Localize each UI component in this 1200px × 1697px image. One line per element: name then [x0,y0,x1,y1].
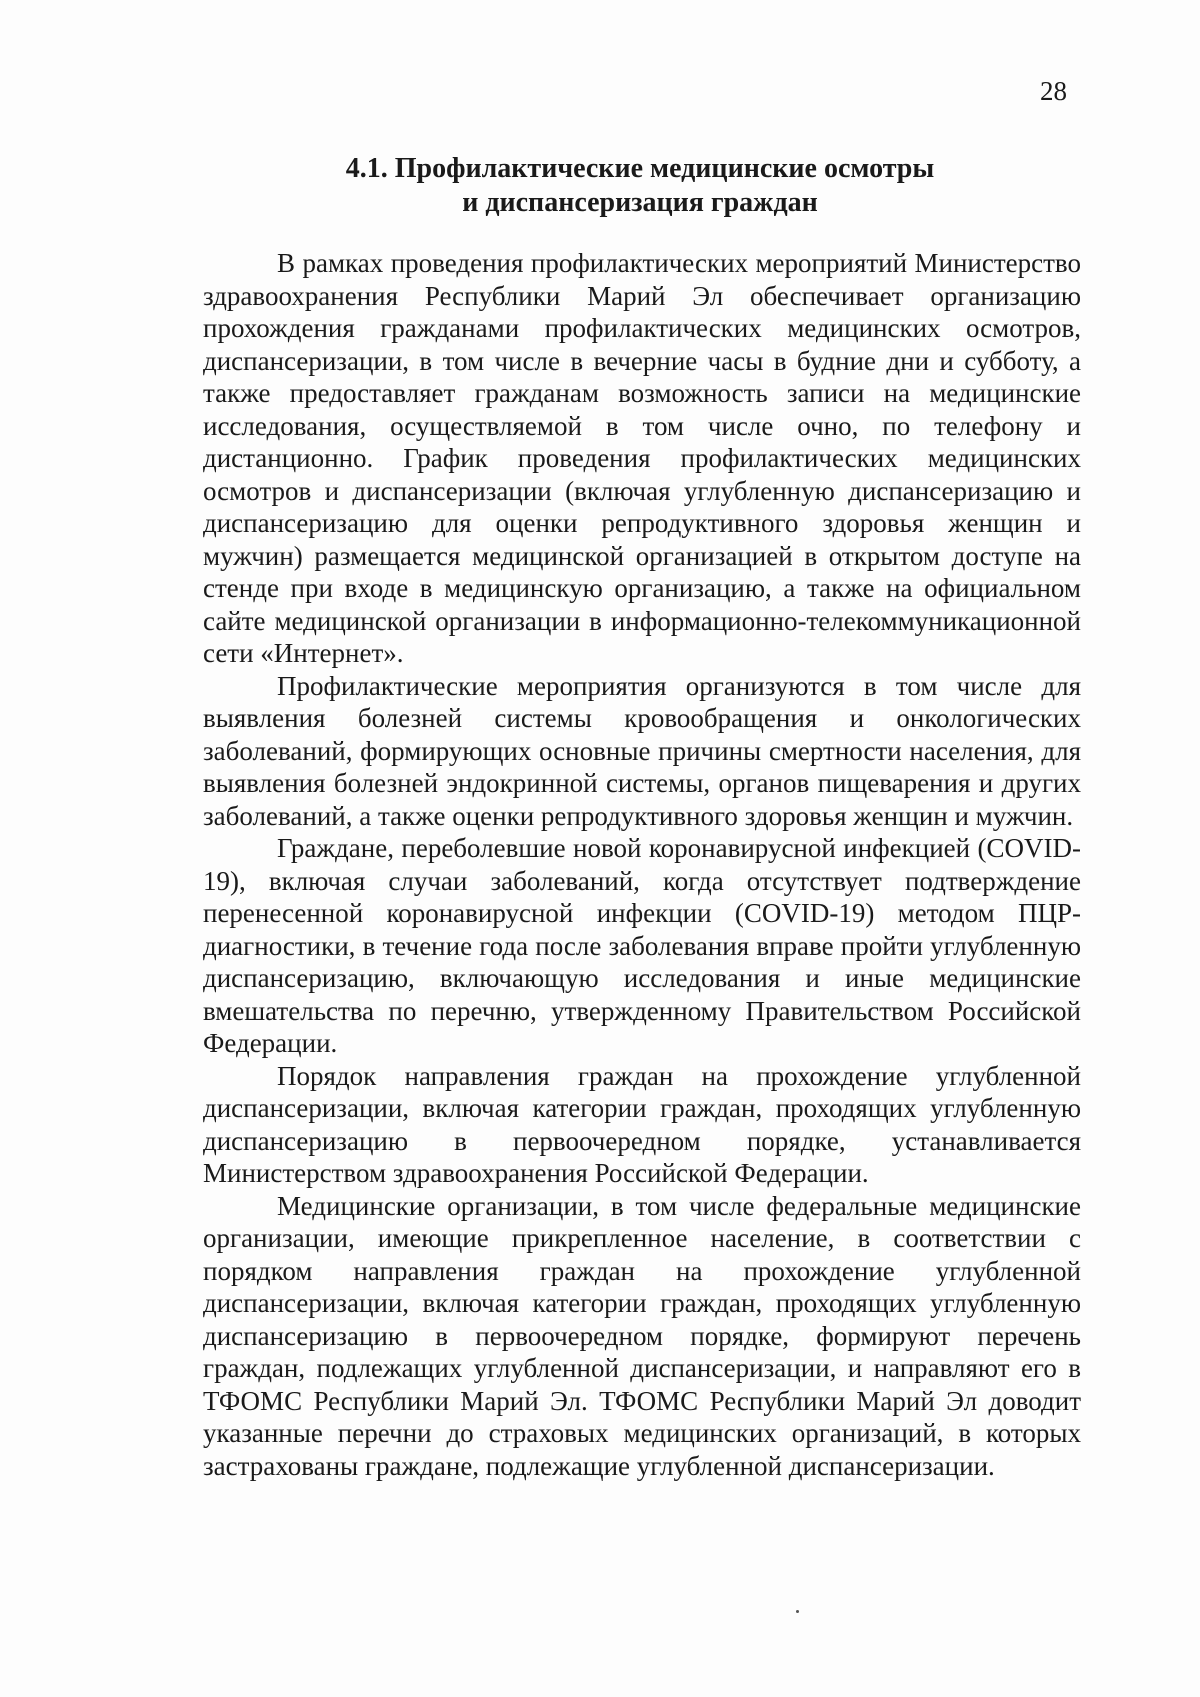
section-heading-line-2: и диспансеризация граждан [462,187,818,218]
section-heading-line-1: 4.1. Профилактические медицинские осмотры [345,153,935,184]
paragraph-4: Порядок направления граждан на прохождение углубленной диспансеризации, включая категории граждан, проходящих углубленную диспансеризацию в первоочередном порядке, устанавливается Министерством здравоохранения Российской Федерации. [203,1060,1081,1188]
body-text [203,247,1081,1482]
paragraph-2: Профилактические мероприятия организуются в том числе для выявления болезней системы кровообращения и онкологических заболеваний, формирующих основные причины смертности населения, для выявления болезней эндокринной системы, органов пищеварения и других заболеваний, а также оценки репродуктивного здоровья женщин и мужчин. [203,670,1081,831]
page-number: 28 [1040,76,1067,106]
paragraph-3: Граждане, переболевшие новой коронавирусной инфекцией (COVID-19), включая случаи заболеваний, когда отсутствует подтверждение перенесенной коронавирусной инфекции (COVID-19) методом ПЦР-диагностики, в течение года после заболевания вправе пройти углубленную диспансеризацию, включающую исследования и иные медицинские вмешательства по перечню, утвержденному Правительством Российской Федерации. [203,833,1081,1058]
paragraph-5: Медицинские организации, в том числе федеральные медицинские организации, имеющие прикрепленное население, в соответствии с порядком направления граждан на прохождение углубленной диспансеризации, включая категории граждан, проходящих углубленную диспансеризацию в первоочередном порядке, формируют перечень граждан, подлежащих углубленной диспансеризации, и направляют его в ТФОМС Республики Марий Эл. ТФОМС Республики Марий Эл доводит указанные перечни до страховых медицинских организаций, в которых застрахованы граждане, подлежащие углубленной диспансеризации. [203,1190,1081,1481]
scan-speck [796,1610,799,1613]
paragraph-1: В рамках проведения профилактических мероприятий Министерство здравоохранения Республики Марий Эл обеспечивает организацию прохождения гражданами профилактических медицинских осмотров, диспансеризации, в том числе в вечерние часы в будние дни и субботу, а также предоставляет гражданам возможность записи на медицинские исследования, осуществляемой в том числе очно, по телефону и дистанционно. График проведения профилактических медицинских осмотров и диспансеризации (включая углубленную диспансеризацию и диспансеризацию для оценки репродуктивного здоровья женщин и мужчин) размещается медицинской организацией в открытом доступе на стенде при входе в медицинскую организацию, а также на официальном сайте медицинской организации в информационно-телекоммуникационной сети «Интернет». [203,248,1081,668]
section-heading [200,152,1080,220]
